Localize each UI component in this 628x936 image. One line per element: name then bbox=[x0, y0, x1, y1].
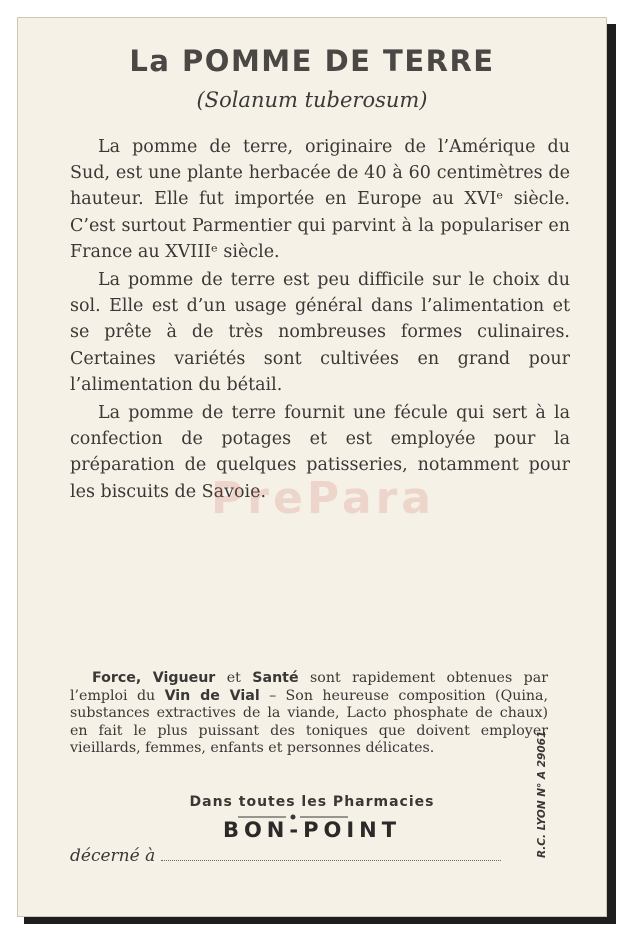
ad-sante: Santé bbox=[252, 670, 299, 686]
ad-vin-de-vial: Vin de Vial bbox=[164, 687, 260, 704]
ad-text-1: sont rapidement obtenues par l’emploi du bbox=[70, 670, 548, 704]
advertisement-text bbox=[70, 670, 548, 758]
decerne-line bbox=[70, 846, 520, 866]
pharmacies-line: Dans toutes les Pharmacies bbox=[189, 794, 435, 810]
document-subtitle: (Solanum tuberosum) bbox=[196, 88, 428, 112]
printer-mark bbox=[536, 678, 556, 858]
ad-force: Force, bbox=[92, 670, 142, 686]
paragraph-origin: La pomme de terre, originaire de l’Amérique du Sud, est une plante herbacée de 40 à 60 centimètres de hauteur. Elle fut importée en Europe au XVIᵉ siècle. C’est surtout Parmentier qui parvint à la populariser en France au XVIIIᵉ siècle. bbox=[70, 137, 570, 262]
ad-vigueur: Vigueur bbox=[152, 670, 216, 686]
ad-et: et bbox=[215, 670, 253, 686]
bon-point-heading: BON-POINT bbox=[222, 818, 402, 842]
document-title: La POMME DE TERRE bbox=[129, 44, 495, 78]
dotted-fill-line bbox=[161, 859, 501, 861]
printer-mark-text: R.C. LYON N° A 29061 bbox=[536, 730, 548, 858]
decerne-label: décerné à bbox=[70, 846, 156, 866]
paragraph-fecule: La pomme de terre fournit une fécule qui sert à la confection de potages et est employée pour la préparation de quelques patisseries, notamment pour les biscuits de Savoie. bbox=[70, 403, 570, 502]
body-text bbox=[70, 134, 570, 507]
advertisement bbox=[70, 670, 548, 758]
ad-text-2: – Son heureuse composition (Quina, substances extractives de la viande, Lacto phosphate de chaux) en fait le plus puissant des toniques que doivent employer vieillards, femmes, enfants et personnes délicates. bbox=[70, 687, 548, 757]
paragraph-soil: La pomme de terre est peu difficile sur le choix du sol. Elle est d’un usage général dans l’alimentation et se prête à de très nombreuses formes culinaires. Certaines variétés sont cultivées en grand pour l’alimentation du bétail. bbox=[70, 270, 570, 395]
document-card bbox=[17, 17, 607, 917]
watermark: PrePara bbox=[211, 473, 435, 524]
